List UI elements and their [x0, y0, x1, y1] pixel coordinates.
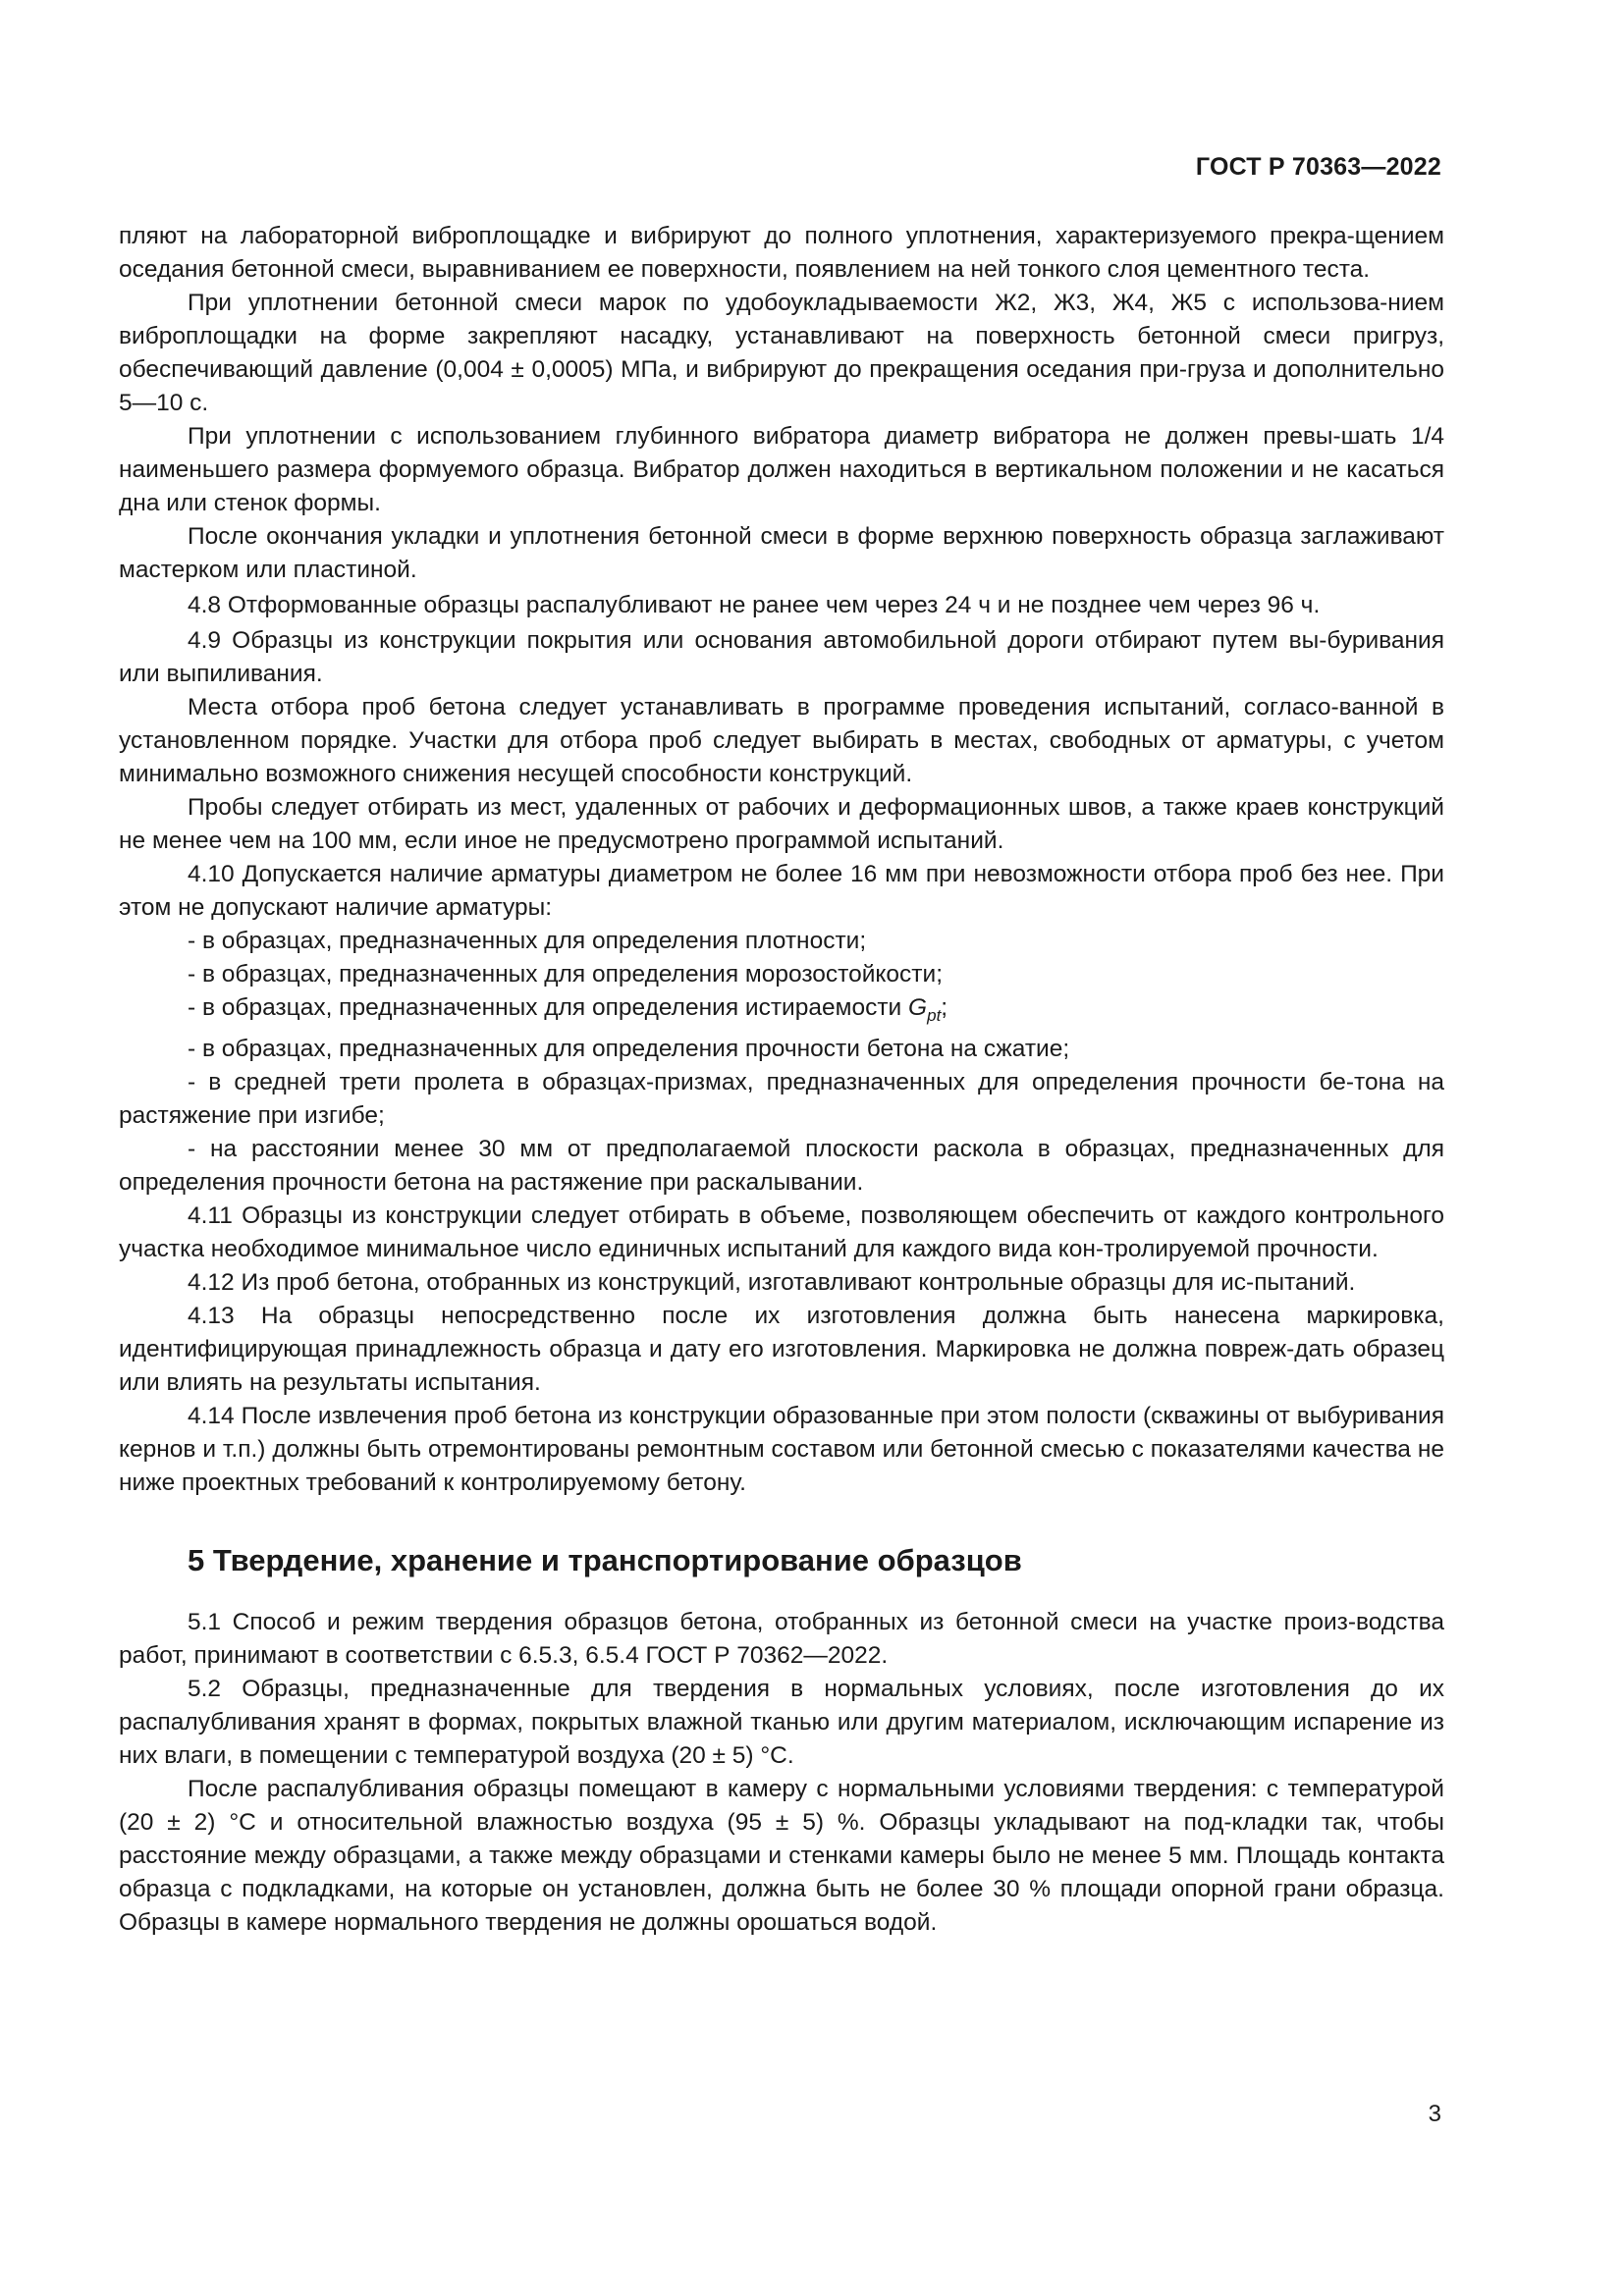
list-item: - в средней трети пролета в образцах-призмах, предназначенных для определения прочности бе-тона на растяжение при изгибе;: [119, 1068, 1444, 1129]
clause-4-14: 4.14 После извлечения проб бетона из конструкции образованные при этом полости (скважины от выбуривания кернов и т.п.) должны быть отремонтированы ремонтным составом или бетонной смесью с показателями качества не ниже проектных требований к контролируемому бетону.: [119, 1402, 1444, 1496]
document-header-code: ГОСТ Р 70363—2022: [1195, 153, 1441, 181]
clause-4-12: 4.12 Из проб бетона, отобранных из конструкций, изготавливают контрольные образцы для ис-пытаний.: [188, 1268, 1356, 1296]
paragraph: После распалубливания образцы помещают в камеру с нормальными условиями твердения: с температурой (20 ± 2) °С и относительной влажностью воздуха (95 ± 5) %. Образцы укладывают на под-кладки так, чтобы расстояние между образцами, а также между образцами и стенками камеры было не менее 5 мм. Площадь контакта образца с подкладками, на которые он установлен, должна быть не более 30 % площади опорной грани образца. Образцы в камере нормального твердения не должны орошаться водой.: [119, 1775, 1444, 1936]
document-body: [119, 220, 1444, 1940]
clause-5-2: 5.2 Образцы, предназначенные для твердения в нормальных условиях, после изготовления до их распалубливания хранят в формах, покрытых влажной тканью или другим материалом, исключающим испарение из них влаги, в помещении с температурой воздуха (20 ± 5) °С.: [119, 1675, 1444, 1769]
page-number: 3: [1428, 2101, 1441, 2127]
paragraph: После окончания укладки и уплотнения бетонной смеси в форме верхнюю поверхность образца заглаживают мастерком или пластиной.: [119, 523, 1444, 583]
section-5-title: 5 Твердение, хранение и транспортирование образцов: [188, 1542, 1022, 1577]
abrasion-symbol: G: [908, 994, 928, 1021]
list-item: - в образцах, предназначенных для определения морозостойкости;: [188, 961, 944, 988]
paragraph: Места отбора проб бетона следует устанавливать в программе проведения испытаний, согласо-ванной в установленном порядке. Участки для отбора проб следует выбирать в местах, свободных от арматуры, с учетом минимально возможного снижения несущей способности конструкций.: [119, 694, 1444, 787]
list-item: - в образцах, предназначенных для определения плотности;: [188, 928, 867, 954]
paragraph: При уплотнении с использованием глубинного вибратора диаметр вибратора не должен превы-шать 1/4 наименьшего размера формуемого образца. Вибратор должен находиться в вертикальном положении и не касаться дна или стенок формы.: [119, 423, 1444, 516]
clause-5-1: 5.1 Способ и режим твердения образцов бетона, отобранных из бетонной смеси на участке произ-водства работ, принимают в соответствии с 6.5.3, 6.5.4 ГОСТ Р 70362—2022.: [119, 1608, 1444, 1669]
list-item: - на расстоянии менее 30 мм от предполагаемой плоскости раскола в образцах, предназначенных для определения прочности бетона на растяжение при раскалывании.: [119, 1135, 1444, 1196]
clause-4-13: 4.13 На образцы непосредственно после их изготовления должна быть нанесена маркировка, идентифицирующая принадлежность образца и дату его изготовления. Маркировка не должна повреж-дать образец или влиять на результаты испытания.: [119, 1302, 1444, 1396]
paragraph: Пробы следует отбирать из мест, удаленных от рабочих и деформационных швов, а также краев конструкций не менее чем на 100 мм, если иное не предусмотрено программой испытаний.: [119, 794, 1444, 854]
paragraph-continuation: пляют на лабораторной виброплощадке и вибрируют до полного уплотнения, характеризуемого прекра-щением оседания бетонной смеси, выравниванием ее поверхности, появлением на ней тонкого слоя цементного теста.: [119, 223, 1444, 283]
list-item: - в образцах, предназначенных для определения прочности бетона на сжатие;: [188, 1035, 1070, 1062]
clause-4-9: 4.9 Образцы из конструкции покрытия или основания автомобильной дороги отбирают путем вы-буривания или выпиливания.: [119, 627, 1444, 687]
abrasion-subscript: pt: [927, 1005, 942, 1025]
clause-4-8: 4.8 Отформованные образцы распалубливают не ранее чем через 24 ч и не позднее чем через 96 ч.: [188, 592, 1321, 618]
list-item-text: - в образцах, предназначенных для определения истираемости: [188, 994, 909, 1021]
clause-4-10: 4.10 Допускается наличие арматуры диаметром не более 16 мм при невозможности отбора проб без нее. При этом не допускают наличие арматуры:: [119, 861, 1444, 921]
paragraph: При уплотнении бетонной смеси марок по удобоукладываемости Ж2, Ж3, Ж4, Ж5 с использова-нием виброплощадки на форме закрепляют насадку, устанавливают на поверхность бетонной смеси пригруз, обеспечивающий давление (0,004 ± 0,0005) МПа, и вибрируют до прекращения оседания при-груза и дополнительно 5—10 с.: [119, 290, 1444, 416]
list-item-suffix: ;: [941, 994, 948, 1021]
list-item-abrasion: [119, 991, 1444, 1033]
clause-4-11: 4.11 Образцы из конструкции следует отбирать в объеме, позволяющем обеспечить от каждого контрольного участка необходимое минимальное число единичных испытаний для каждого вида кон-тролируемой прочности.: [119, 1201, 1444, 1262]
